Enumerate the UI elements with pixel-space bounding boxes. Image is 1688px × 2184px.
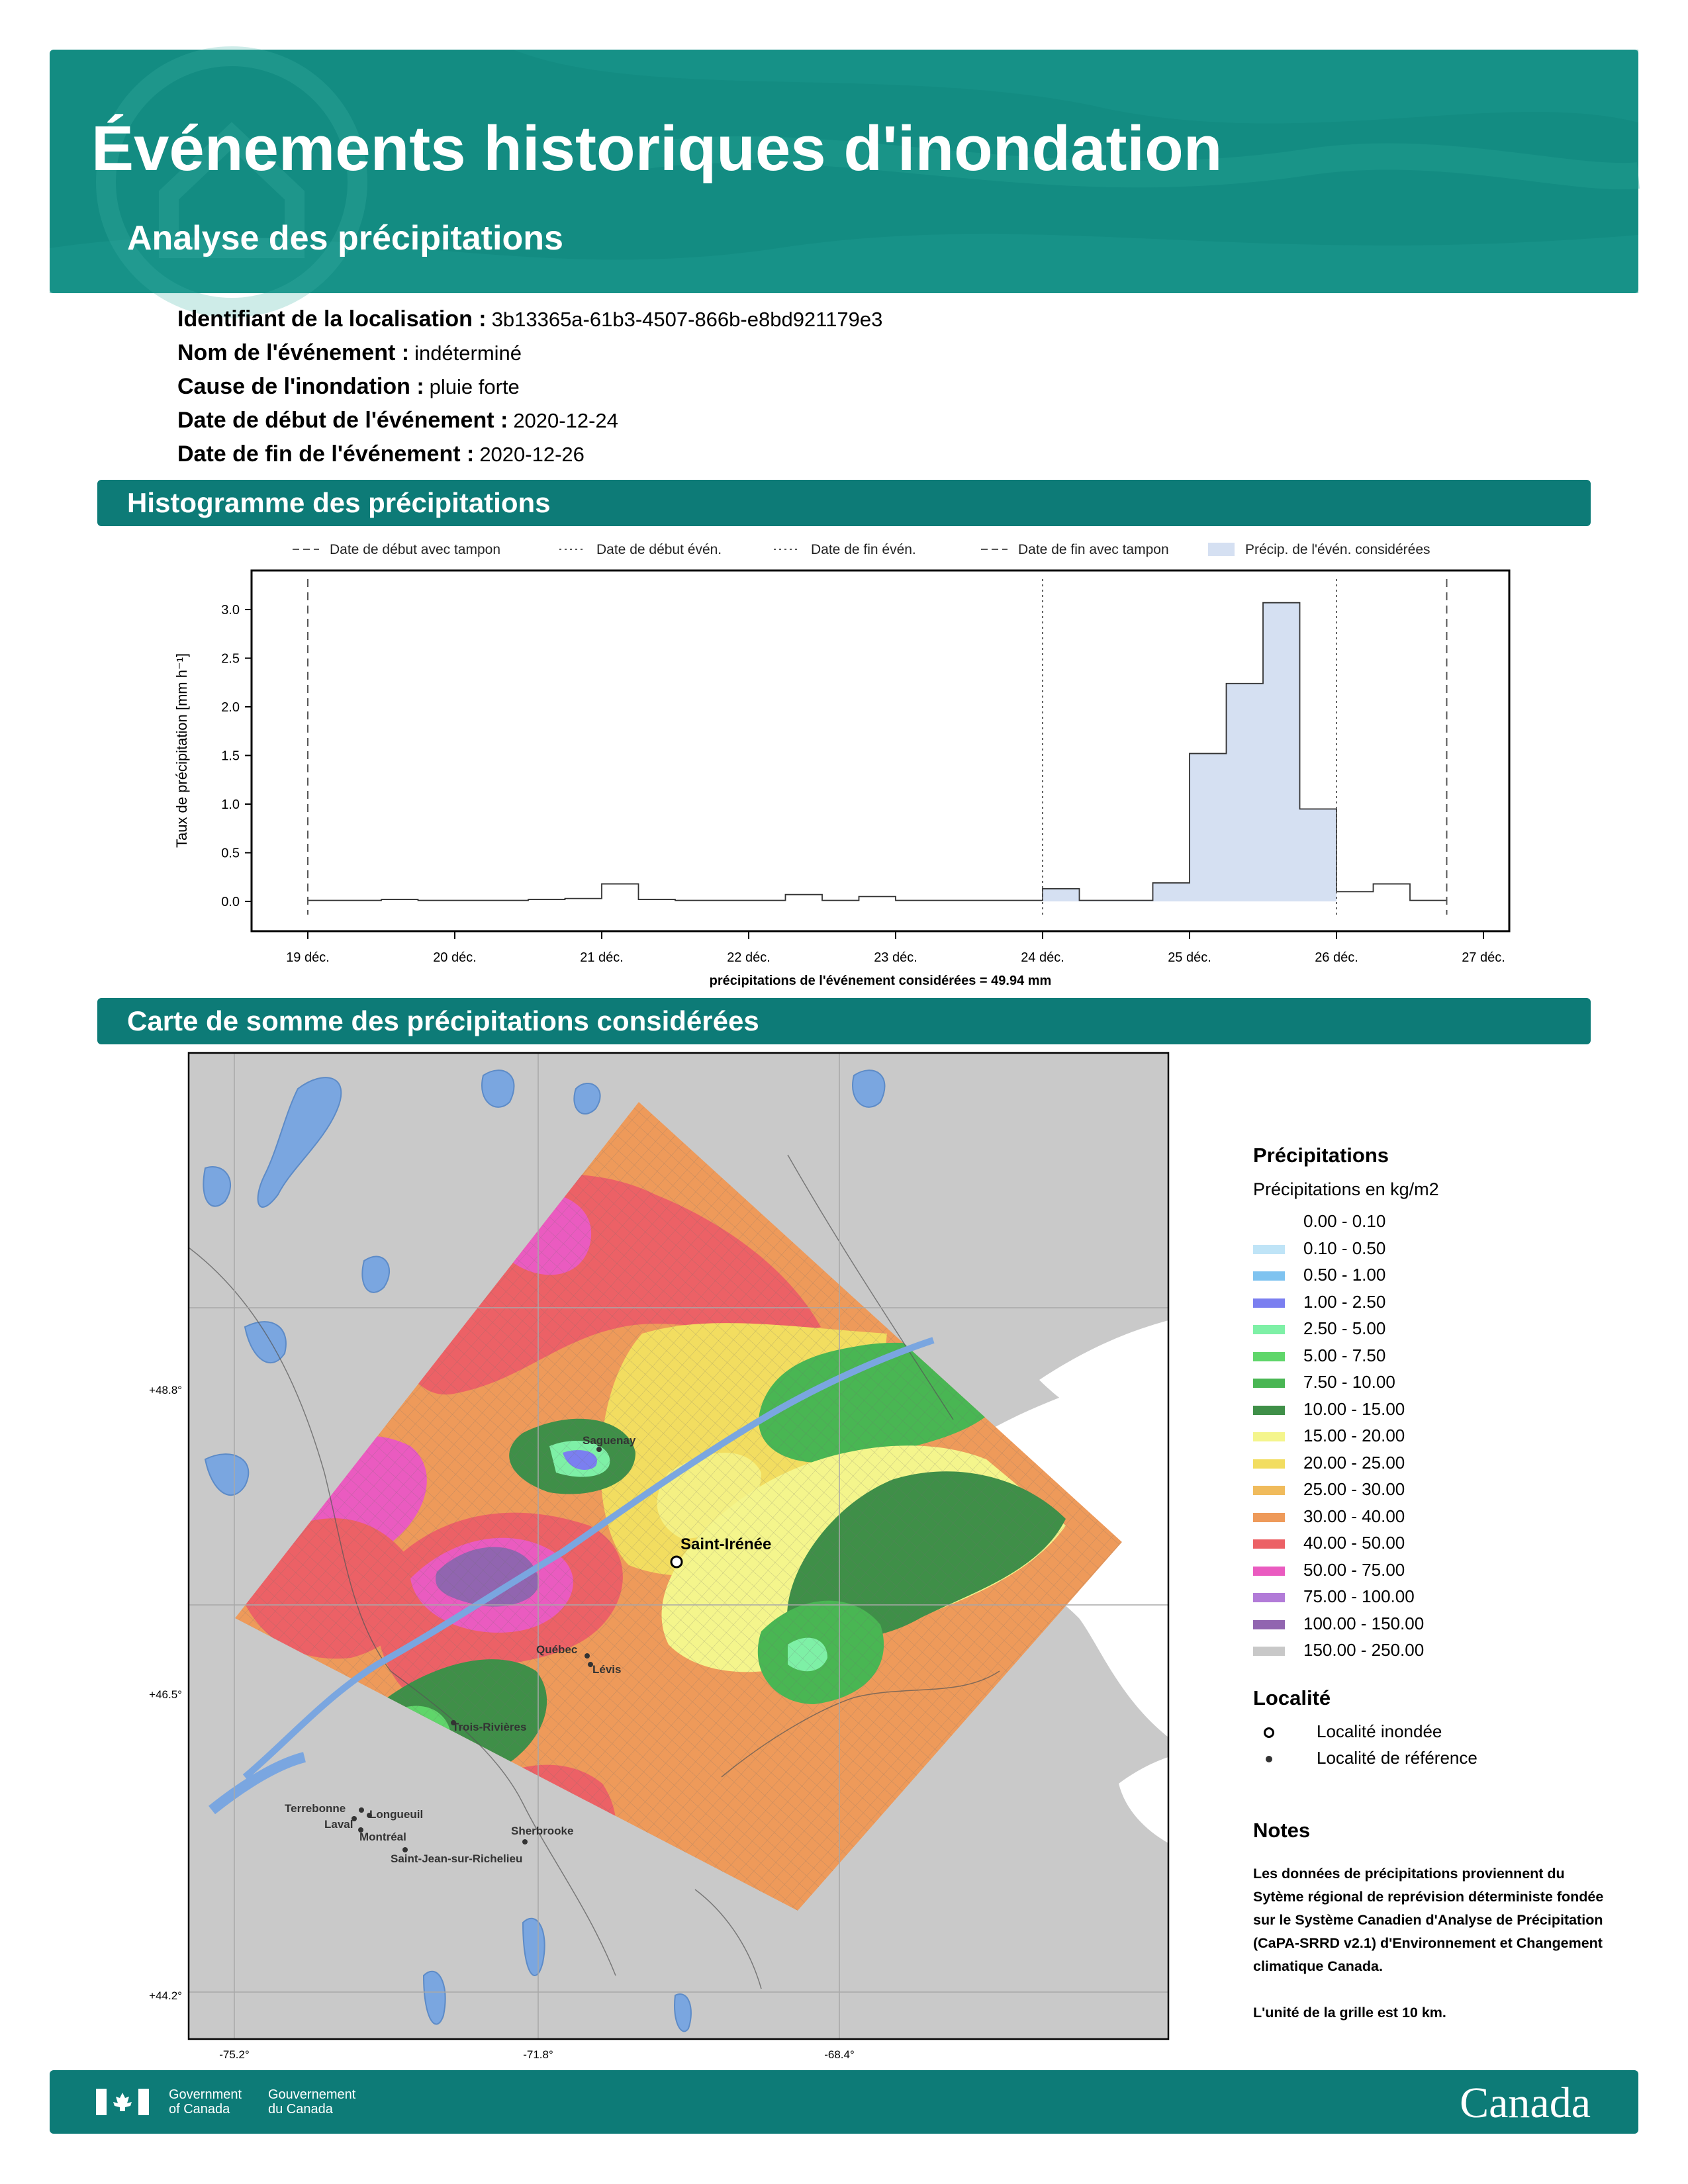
event-precip-bar (1153, 883, 1190, 901)
x-tick-label: 22 déc. (727, 950, 771, 965)
legend-range-label: 10.00 - 15.00 (1303, 1398, 1405, 1419)
legend-item (1253, 1583, 1624, 1610)
notes-block (1253, 1819, 1604, 2025)
locality-title: Localité (1253, 1686, 1331, 1709)
section-histogram-header: Histogramme des précipitations (97, 480, 1591, 526)
x-tick-label: 19 déc. (286, 950, 330, 965)
legend-label: Localité de référence (1317, 1748, 1477, 1768)
lon-label: -68.4° (824, 2048, 855, 2061)
city-longueuil: Longueuil (369, 1808, 424, 1821)
lat-label: +48.8° (149, 1384, 182, 1396)
event-metadata (177, 304, 882, 473)
legend-swatch (1253, 1406, 1285, 1415)
event-precip-bar (1227, 684, 1264, 901)
gov-fr-line: Gouvernement (268, 2087, 356, 2102)
notes-grid: L'unité de la grille est 10 km. (1253, 2005, 1446, 2021)
meta-start-date (177, 406, 882, 439)
page-title: Événements historiques d'inondation (91, 113, 1223, 184)
y-tick-label: 0.5 (221, 846, 240, 861)
city-montreal: Montréal (359, 1831, 406, 1843)
x-tick-label: 25 déc. (1168, 950, 1211, 965)
city-saint-irenee: Saint-Irénée (680, 1535, 772, 1553)
notes-title: Notes (1253, 1819, 1311, 1842)
city-quebec: Québec (536, 1643, 578, 1656)
legend-item (1253, 1235, 1624, 1262)
legend-range-label: 30.00 - 40.00 (1303, 1506, 1405, 1526)
legend-range-label: 100.00 - 150.00 (1303, 1613, 1425, 1633)
legend-title: Précipitations (1253, 1144, 1389, 1167)
gov-wordmark-fr (268, 2087, 355, 2116)
flooded-locality-marker (671, 1557, 682, 1567)
legend-range-label: 150.00 - 250.00 (1303, 1640, 1425, 1660)
legend-item (1253, 1396, 1624, 1423)
legend-swatch (1253, 1432, 1285, 1441)
legend-item (1253, 1208, 1624, 1235)
x-tick-label: 20 déc. (433, 950, 477, 965)
legend-range-label: 0.00 - 0.10 (1303, 1211, 1386, 1231)
city-saint-jean: Saint-Jean-sur-Richelieu (391, 1852, 523, 1865)
legend-range-label: 2.50 - 5.00 (1303, 1318, 1386, 1338)
open-circle-icon (1264, 1727, 1274, 1738)
meta-location-id (177, 304, 882, 338)
legend-range-label: 7.50 - 10.00 (1303, 1372, 1395, 1392)
legend-swatch (1253, 1647, 1285, 1656)
meta-value: 2020-12-26 (479, 443, 585, 466)
city-trois-rivieres: Trois-Rivières (452, 1721, 527, 1733)
legend-reference-locality (1253, 1745, 1624, 1772)
legend-swatch (1253, 1567, 1285, 1576)
canada-wordmark: Canada (1460, 2079, 1591, 2127)
legend-fill-swatch (1208, 543, 1235, 556)
legend-flooded-locality (1253, 1718, 1624, 1745)
lat-label: +44.2° (149, 1989, 182, 2002)
city-levis: Lévis (592, 1663, 622, 1676)
meta-value: pluie forte (429, 375, 520, 398)
legend-label: Précip. de l'évén. considérées (1245, 542, 1430, 557)
legend-swatch (1253, 1486, 1285, 1495)
legend-items (1253, 1208, 1624, 1664)
meta-label: Date de début de l'événement : (177, 408, 508, 433)
legend-swatch (1253, 1298, 1285, 1308)
legend-range-label: 15.00 - 20.00 (1303, 1426, 1405, 1445)
meta-value: 2020-12-24 (513, 409, 618, 432)
legend-swatch (1253, 1352, 1285, 1361)
y-tick-label: 1.5 (221, 749, 240, 764)
legend-item (1253, 1289, 1624, 1316)
meta-label: Cause de l'inondation : (177, 374, 424, 399)
legend-range-label: 40.00 - 50.00 (1303, 1533, 1405, 1553)
legend-item (1253, 1369, 1624, 1396)
city-laval: Laval (324, 1818, 353, 1831)
legend-item (1253, 1342, 1624, 1369)
y-axis (221, 603, 252, 909)
legend-label: Date de fin avec tampon (1018, 542, 1169, 557)
legend-range-label: 0.10 - 0.50 (1303, 1238, 1386, 1258)
event-precip-bar (1190, 754, 1227, 901)
legend-range-label: 5.00 - 7.50 (1303, 1345, 1386, 1365)
canada-flag-icon (96, 2089, 149, 2115)
legend-swatch (1253, 1245, 1285, 1254)
legend-swatch (1253, 1379, 1285, 1388)
filled-dot-icon (1266, 1756, 1272, 1762)
legend-item (1253, 1557, 1624, 1584)
gov-en-line: of Canada (169, 2102, 230, 2116)
meta-label: Identifiant de la localisation : (177, 306, 487, 332)
legend-swatch (1253, 1539, 1285, 1549)
lat-label: +46.5° (149, 1688, 182, 1701)
chart-legend (293, 542, 1430, 557)
x-axis (286, 931, 1505, 965)
meta-cause (177, 372, 882, 406)
city-saguenay: Saguenay (583, 1434, 636, 1447)
meta-label: Date de fin de l'événement : (177, 441, 475, 467)
meta-value: 3b13365a-61b3-4507-866b-e8bd921179e3 (491, 308, 883, 331)
lon-label: -75.2° (219, 2048, 250, 2061)
x-tick-label: 21 déc. (580, 950, 624, 965)
legend-swatch (1253, 1593, 1285, 1602)
y-tick-label: 3.0 (221, 603, 240, 617)
x-tick-label: 27 déc. (1462, 950, 1505, 965)
legend-item (1253, 1422, 1624, 1449)
y-tick-label: 2.0 (221, 700, 240, 715)
legend-swatch (1253, 1513, 1285, 1522)
legend-swatch (1253, 1620, 1285, 1629)
event-precip-bar (1043, 889, 1080, 901)
meta-event-name (177, 338, 882, 372)
lon-label: -71.8° (523, 2048, 553, 2061)
x-tick-label: 23 déc. (874, 950, 917, 965)
city-sherbrooke: Sherbrooke (511, 1825, 574, 1837)
meta-value: indéterminé (414, 341, 522, 365)
event-precip-bar (1300, 809, 1337, 901)
map-legend (1253, 1144, 1624, 1772)
legend-item (1253, 1261, 1624, 1289)
legend-swatch (1253, 1271, 1285, 1281)
legend-item (1253, 1610, 1624, 1637)
legend-range-label: 25.00 - 30.00 (1303, 1479, 1405, 1499)
header-banner (50, 50, 1638, 293)
reference-city-dot (596, 1447, 602, 1452)
page-subtitle: Analyse des précipitations (127, 219, 563, 257)
legend-item (1253, 1449, 1624, 1477)
footer-banner (50, 2070, 1638, 2134)
x-axis-label: précipitations de l'événement considérées = 49.94 mm (709, 974, 1052, 988)
x-tick-label: 26 déc. (1315, 950, 1358, 965)
legend-label: Date de début avec tampon (330, 542, 501, 557)
x-tick-label: 24 déc. (1021, 950, 1064, 965)
precipitation-map (126, 1049, 1198, 2061)
legend-range-label: 50.00 - 75.00 (1303, 1559, 1405, 1580)
legend-label: Date de début évén. (596, 542, 722, 557)
legend-label: Localité inondée (1317, 1721, 1442, 1741)
legend-swatch (1253, 1325, 1285, 1334)
y-axis-label: Taux de précipitation [mm h⁻¹] (173, 653, 190, 848)
notes-body: Les données de précipitations proviennent du Sytème régional de reprévision déterministe fondée sur le Système Canadien d'Analyse de Précipitation (CaPA-SRRD v2.1) d'Environnement et Changement climatique Canada. (1253, 1866, 1604, 1974)
gov-wordmark-en (169, 2087, 242, 2116)
event-precip-bar (1263, 603, 1300, 901)
city-terrebonne: Terrebonne (285, 1802, 346, 1815)
legend-item (1253, 1503, 1624, 1530)
legend-label: Date de fin évén. (811, 542, 916, 557)
legend-swatch (1253, 1459, 1285, 1469)
precipitation-histogram (132, 529, 1562, 993)
y-tick-label: 0.0 (221, 895, 240, 909)
legend-item (1253, 1529, 1624, 1557)
meta-label: Nom de l'événement : (177, 340, 410, 365)
legend-item (1253, 1637, 1624, 1664)
gov-en-line: Government (169, 2087, 242, 2102)
y-tick-label: 2.5 (221, 651, 240, 666)
meta-end-date (177, 439, 882, 473)
legend-item (1253, 1476, 1624, 1503)
section-map-header: Carte de somme des précipitations considérées (97, 998, 1591, 1044)
legend-range-label: 75.00 - 100.00 (1303, 1586, 1415, 1606)
y-tick-label: 1.0 (221, 797, 240, 812)
gov-fr-line: du Canada (268, 2102, 333, 2116)
legend-range-label: 1.00 - 2.50 (1303, 1291, 1386, 1312)
legend-item (1253, 1315, 1624, 1342)
legend-range-label: 0.50 - 1.00 (1303, 1265, 1386, 1285)
legend-range-label: 20.00 - 25.00 (1303, 1452, 1405, 1473)
legend-subtitle: Précipitations en kg/m2 (1253, 1179, 1439, 1199)
legend-swatch (1253, 1218, 1285, 1227)
